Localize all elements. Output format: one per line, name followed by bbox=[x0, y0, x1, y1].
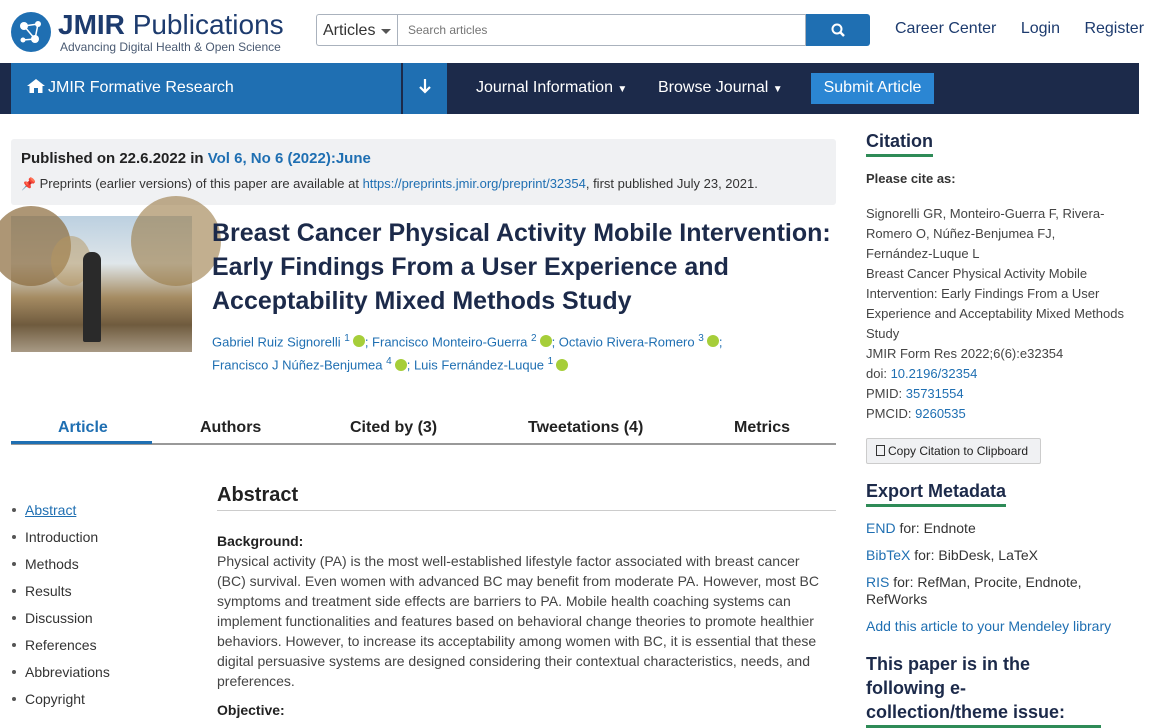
logo-network-icon bbox=[11, 12, 51, 52]
logo-title: JMIR Publications bbox=[58, 9, 284, 40]
site-header bbox=[0, 0, 1145, 63]
arrow-down-icon[interactable] bbox=[403, 63, 447, 114]
author-list: Gabriel Ruiz Signorelli $^1$ ; Francisco Monteiro-Guerra $^2$ ; Octavio Rivera-Romero $^3$ ; Francisco J Núñez-Benjumea $^4$ ; Luis Fernández-Luque $^1$ bbox=[212, 333, 723, 373]
career-center-link[interactable]: Career Center bbox=[895, 20, 997, 37]
orcid-icon[interactable] bbox=[540, 335, 552, 347]
background-heading: Background: bbox=[217, 533, 304, 549]
export-ris-link[interactable]: RIS bbox=[866, 574, 890, 590]
toc-methods[interactable]: Methods bbox=[25, 554, 110, 581]
tab-article[interactable]: Article bbox=[58, 419, 108, 436]
author-link[interactable]: Gabriel Ruiz Signorelli bbox=[212, 334, 341, 350]
publication-info-box bbox=[11, 139, 836, 205]
search-bar bbox=[316, 14, 870, 46]
article-thumbnail bbox=[11, 216, 192, 352]
export-end-link[interactable]: END bbox=[866, 520, 896, 536]
pin-icon: 📌 bbox=[21, 177, 36, 191]
export-ris: RIS for: RefMan, Procite, Endnote, RefWorks bbox=[866, 574, 1082, 607]
home-icon bbox=[27, 79, 45, 93]
e-collection-heading: This paper is in the following e-collection/theme issue: bbox=[866, 652, 1101, 728]
export-end: END for: Endnote bbox=[866, 520, 976, 536]
article-title: Breast Cancer Physical Activity Mobile Intervention: Early Findings From a User Experience and Acceptability Mixed Methods Study bbox=[212, 219, 831, 315]
abstract-heading: Abstract bbox=[217, 484, 836, 511]
toc-discussion[interactable]: Discussion bbox=[25, 608, 110, 635]
browse-journal-menu[interactable]: Browse Journal ▼ bbox=[658, 79, 783, 96]
toc-references[interactable]: References bbox=[25, 635, 110, 662]
main-nav bbox=[0, 63, 1139, 114]
citation-text: Signorelli GR, Monteiro-Guerra F, Rivera-Romero O, Núñez-Benjumea FJ, Fernández-Luque L Breast Cancer Physical Activity Mobile Intervention: Early Findings From a User Experience and Acceptability Mixed Methods Study JMIR Form Res 2022;6(6):e32354 doi: 10.2196/32354 PMID: 35731554 PMCID: 9260535 bbox=[866, 206, 1124, 421]
export-bibtex: BibTeX for: BibDesk, LaTeX bbox=[866, 547, 1038, 563]
orcid-icon[interactable] bbox=[353, 335, 365, 347]
toc-introduction[interactable]: Introduction bbox=[25, 527, 110, 554]
tab-tweetations[interactable]: Tweetations (4) bbox=[528, 419, 644, 436]
journal-home-link[interactable]: JMIR Formative Research bbox=[11, 63, 401, 114]
article-tabs bbox=[11, 410, 836, 445]
toc-copyright[interactable]: Copyright bbox=[25, 689, 110, 716]
tab-metrics[interactable]: Metrics bbox=[734, 419, 791, 436]
citation-heading: Citation bbox=[866, 131, 933, 157]
search-icon bbox=[806, 14, 870, 46]
tab-cited-by[interactable]: Cited by (3) bbox=[350, 419, 438, 436]
author-link[interactable]: Luis Fernández-Luque bbox=[413, 357, 545, 373]
background-text: Physical activity (PA) is the most well-established lifestyle factor associated with breast cancer (BC) survival. Even women with advanced BC may benefit from moderate PA. However, most BC symptoms and treatment side effects are barriers to PA. Mobile health coaching systems can implement functionalities and features based on behavioral change theories to promote healthier behaviors. However, to increase its acceptability among women with BC, it is essential that these digital persuasive systems are designed considering their contextual characteristics, needs, and preferences. bbox=[217, 553, 819, 689]
table-of-contents bbox=[25, 500, 110, 716]
orcid-icon[interactable] bbox=[556, 359, 568, 371]
author-link[interactable]: Francisco Monteiro-Guerra bbox=[372, 334, 528, 350]
mendeley-link[interactable]: Add this article to your Mendeley library bbox=[866, 618, 1112, 634]
jmir-logo[interactable] bbox=[11, 10, 291, 56]
pmid-link[interactable]: 35731554 bbox=[905, 386, 964, 401]
copy-citation-button[interactable]: Copy Citation to Clipboard bbox=[866, 438, 1041, 464]
active-tab-indicator bbox=[11, 441, 152, 444]
toc-abstract[interactable]: Abstract bbox=[25, 500, 110, 527]
export-metadata-heading: Export Metadata bbox=[866, 481, 1006, 507]
account-links bbox=[895, 20, 1164, 38]
author-link[interactable]: Francisco J Núñez-Benjumea bbox=[212, 357, 383, 373]
published-date: Published on 22.6.2022 in Vol 6, No 6 (2022):June bbox=[21, 150, 371, 167]
caret-down-icon: ▼ bbox=[617, 84, 628, 95]
toc-results[interactable]: Results bbox=[25, 581, 110, 608]
login-link[interactable]: Login bbox=[1020, 20, 1060, 37]
register-link[interactable]: Register bbox=[1084, 20, 1145, 37]
author-link[interactable]: Octavio Rivera-Romero bbox=[558, 334, 695, 350]
export-bibtex-link[interactable]: BibTeX bbox=[866, 547, 911, 563]
copy-icon bbox=[876, 445, 885, 456]
search-scope-select[interactable]: Articles bbox=[316, 14, 397, 46]
objective-heading: Objective: bbox=[217, 702, 285, 718]
journal-information-menu[interactable]: Journal Information ▼ bbox=[476, 79, 628, 96]
orcid-icon[interactable] bbox=[395, 359, 407, 371]
caret-down-icon: ▼ bbox=[772, 84, 783, 95]
doi-link[interactable]: 10.2196/32354 bbox=[890, 366, 978, 381]
preprint-info: 📌 Preprints (earlier versions) of this paper are available at https://preprints.jmir.org/preprint/32354, first published July 23, 2021. bbox=[21, 176, 758, 191]
preprint-link[interactable]: https://preprints.jmir.org/preprint/32354 bbox=[362, 176, 586, 191]
toc-abbreviations[interactable]: Abbreviations bbox=[25, 662, 110, 689]
search-input[interactable] bbox=[397, 14, 806, 46]
please-cite-label: Please cite as: bbox=[866, 171, 956, 186]
tab-authors[interactable]: Authors bbox=[200, 419, 262, 436]
search-button[interactable] bbox=[806, 14, 870, 46]
submit-article-button[interactable]: Submit Article bbox=[811, 73, 934, 104]
pmcid-link[interactable]: 9260535 bbox=[915, 406, 966, 421]
orcid-icon[interactable] bbox=[707, 335, 719, 347]
issue-link[interactable]: Vol 6, No 6 (2022):June bbox=[207, 150, 371, 167]
caret-down-icon bbox=[381, 29, 391, 34]
logo-tagline: Advancing Digital Health & Open Science bbox=[60, 40, 281, 54]
